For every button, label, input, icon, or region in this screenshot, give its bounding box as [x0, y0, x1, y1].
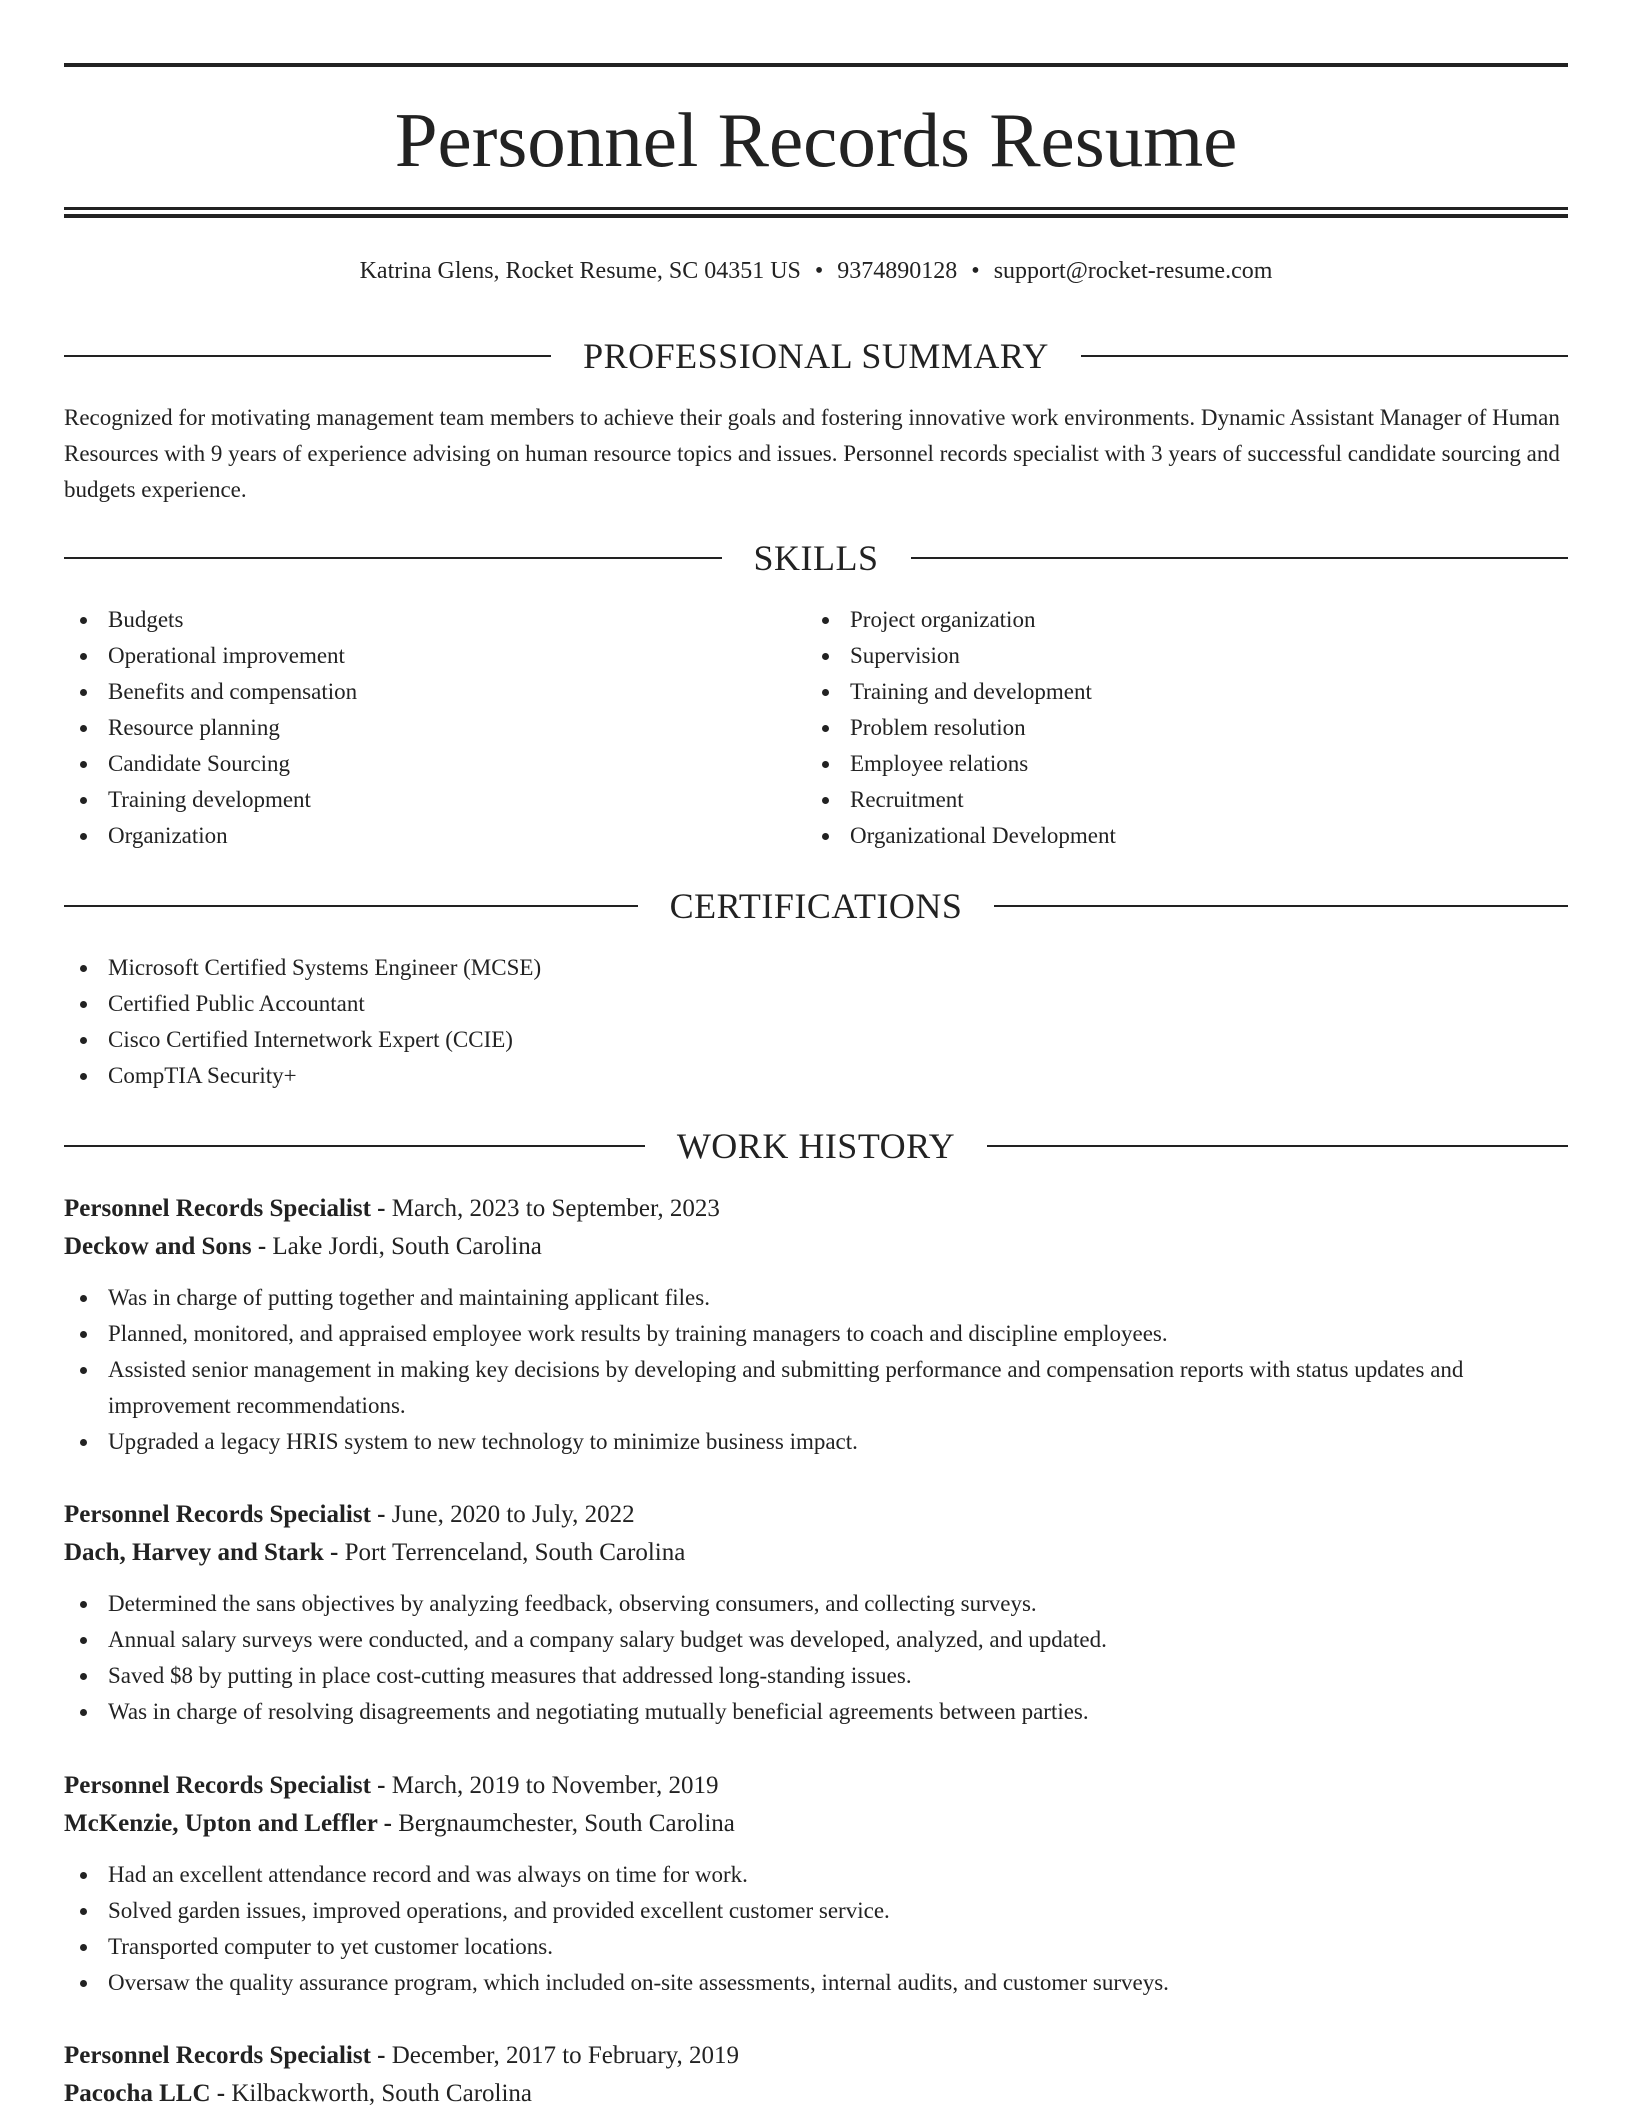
section-title: WORK HISTORY — [676, 1126, 956, 1166]
skills-column-right — [806, 602, 1506, 854]
job-company: Pacocha LLC — [64, 2080, 211, 2107]
skill-item: Problem resolution — [806, 710, 1506, 746]
job-bullets — [64, 1857, 1568, 2001]
job-bullet: Was in charge of putting together and maintaining applicant files. — [64, 1280, 1568, 1316]
job-company-line: McKenzie, Upton and Leffler - Bergnaumchester, South Carolina — [64, 1810, 735, 1837]
job-bullet: Had an excellent attendance record and was always on time for work. — [64, 1857, 1568, 1893]
job-dates: March, 2023 to September, 2023 — [391, 1195, 720, 1222]
job-bullet: Saved $8 by putting in place cost-cutting measures that addressed long-standing issues. — [64, 1658, 1568, 1694]
job-title: Personnel Records Specialist — [64, 2042, 371, 2069]
job-location: Port Terrenceland, South Carolina — [344, 1539, 686, 1566]
heading-rule — [1081, 355, 1568, 357]
skill-item: Organizational Development — [806, 818, 1506, 854]
section-title: CERTIFICATIONS — [669, 886, 963, 926]
summary-text: Recognized for motivating management team members to achieve their goals and fostering innovative work environments. Dynamic Assistant Manager of Human Resources with 9 years of experience advising on human resource topics and issues. Personnel records specialist with 3 years of successful candidate sourcing and budgets experience. — [64, 405, 1560, 502]
job-bullet: Transported computer to yet customer locations. — [64, 1929, 1568, 1965]
job-company-line: Dach, Harvey and Stark - Port Terrenceland, South Carolina — [64, 1539, 686, 1566]
heading-rule — [64, 557, 722, 559]
job-title: Personnel Records Specialist — [64, 1501, 371, 1528]
job-location: Lake Jordi, South Carolina — [272, 1233, 542, 1260]
job-title: Personnel Records Specialist — [64, 1772, 371, 1799]
section-heading-summary — [64, 334, 1568, 378]
certifications-list — [64, 950, 1568, 1094]
job-company: McKenzie, Upton and Leffler — [64, 1810, 378, 1837]
heading-rule — [994, 905, 1568, 907]
contact-address: Katrina Glens, Rocket Resume, SC 04351 US — [359, 258, 801, 284]
job-entry — [64, 1767, 1568, 2001]
job-dates: June, 2020 to July, 2022 — [391, 1501, 635, 1528]
section-heading-work-history — [64, 1124, 1568, 1168]
skill-item: Employee relations — [806, 746, 1506, 782]
skill-item: Supervision — [806, 638, 1506, 674]
contact-phone: 9374890128 — [837, 258, 958, 284]
contact-line — [64, 254, 1568, 288]
job-title-line: Personnel Records Specialist - December, 2017 to February, 2019 — [64, 2042, 740, 2069]
section-heading-certifications — [64, 884, 1568, 928]
skill-item: Recruitment — [806, 782, 1506, 818]
job-bullets — [64, 1586, 1568, 1730]
job-title-line: Personnel Records Specialist - March, 2023 to September, 2023 — [64, 1195, 720, 1222]
job-company: Deckow and Sons — [64, 1233, 252, 1260]
skill-item: Benefits and compensation — [64, 674, 764, 710]
job-entry — [64, 1496, 1568, 1730]
certification-item: Cisco Certified Internetwork Expert (CCIE) — [64, 1022, 1568, 1058]
job-location: Bergnaumchester, South Carolina — [398, 1810, 735, 1837]
job-title: Personnel Records Specialist — [64, 1195, 371, 1222]
skills-column-left — [64, 602, 764, 854]
heading-rule — [911, 557, 1569, 559]
job-title-line: Personnel Records Specialist - March, 2019 to November, 2019 — [64, 1772, 719, 1799]
job-bullet: Determined the sans objectives by analyzing feedback, observing consumers, and collecting surveys. — [64, 1586, 1568, 1622]
job-company: Dach, Harvey and Stark — [64, 1539, 324, 1566]
job-title-line: Personnel Records Specialist - June, 2020 to July, 2022 — [64, 1501, 635, 1528]
job-bullets — [64, 1280, 1568, 1460]
heading-rule — [64, 1145, 645, 1147]
skill-item: Operational improvement — [64, 638, 764, 674]
job-bullet: Was in charge of resolving disagreements and negotiating mutually beneficial agreements between parties. — [64, 1694, 1568, 1730]
title-double-rule — [64, 207, 1568, 218]
certification-item: Certified Public Accountant — [64, 986, 1568, 1022]
section-title: PROFESSIONAL SUMMARY — [583, 336, 1049, 376]
skill-item: Candidate Sourcing — [64, 746, 764, 782]
contact-separator: • — [971, 258, 980, 284]
job-bullet: Planned, monitored, and appraised employee work results by training managers to coach and discipline employees. — [64, 1316, 1568, 1352]
job-dates: December, 2017 to February, 2019 — [391, 2042, 740, 2069]
job-entry — [64, 1190, 1568, 1460]
contact-email: support@rocket-resume.com — [993, 258, 1273, 284]
certification-item: CompTIA Security+ — [64, 1058, 1568, 1094]
certification-item: Microsoft Certified Systems Engineer (MCSE) — [64, 950, 1568, 986]
contact-separator: • — [814, 258, 824, 284]
job-bullet: Solved garden issues, improved operations, and provided excellent customer service. — [64, 1893, 1568, 1929]
job-bullet: Upgraded a legacy HRIS system to new technology to minimize business impact. — [64, 1424, 1568, 1460]
top-rule — [64, 63, 1568, 67]
heading-rule — [64, 355, 551, 357]
skill-item: Training development — [64, 782, 764, 818]
job-dates: March, 2019 to November, 2019 — [391, 1772, 719, 1799]
job-bullet: Oversaw the quality assurance program, which included on-site assessments, internal audits, and customer surveys. — [64, 1965, 1568, 2001]
heading-rule — [987, 1145, 1568, 1147]
job-entry — [64, 2037, 1568, 2113]
skill-item: Resource planning — [64, 710, 764, 746]
section-heading-skills — [64, 536, 1568, 580]
job-company-line: Deckow and Sons - Lake Jordi, South Carolina — [64, 1233, 542, 1260]
section-title: SKILLS — [753, 538, 879, 578]
skill-item: Project organization — [806, 602, 1506, 638]
heading-rule — [64, 905, 638, 907]
skill-item: Organization — [64, 818, 764, 854]
job-bullet: Assisted senior management in making key decisions by developing and submitting performance and compensation reports with status updates and improvement recommendations. — [64, 1352, 1568, 1424]
skill-item: Training and development — [806, 674, 1506, 710]
job-company-line: Pacocha LLC - Kilbackworth, South Carolina — [64, 2080, 533, 2107]
resume-title: Personnel Records Resume — [394, 97, 1238, 183]
skill-item: Budgets — [64, 602, 764, 638]
job-bullet: Annual salary surveys were conducted, and a company salary budget was developed, analyzed, and updated. — [64, 1622, 1568, 1658]
job-location: Kilbackworth, South Carolina — [231, 2080, 533, 2107]
